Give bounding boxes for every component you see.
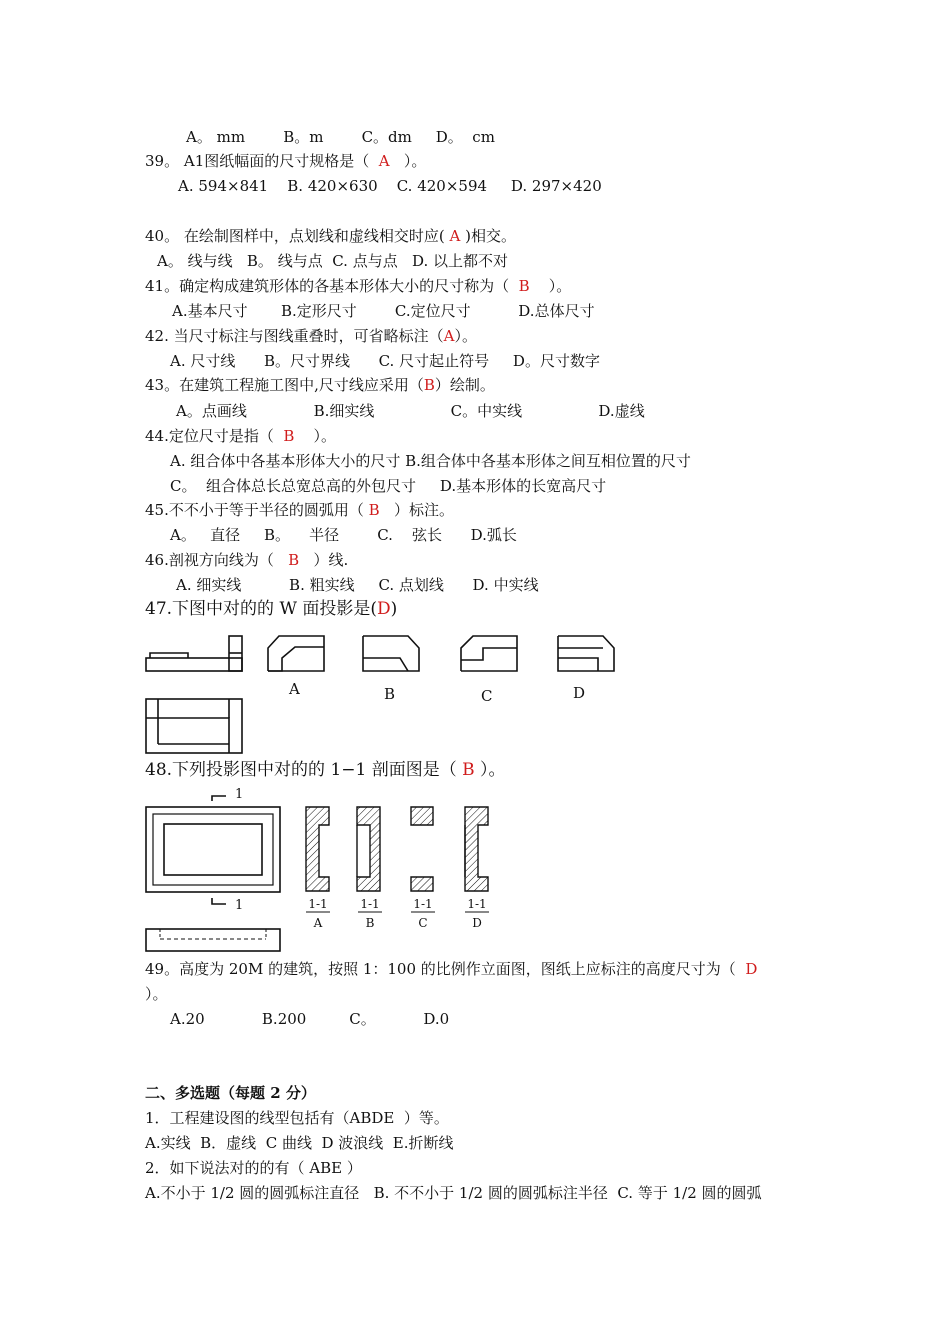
q48-elevation-view [146,929,280,951]
q48-label-c: C [418,916,428,930]
q48-text-end: ）。 [474,760,506,780]
q43-text-end: ）绘制。 [434,376,495,394]
multi-question-2-options: A.不小于 1/2 圆的圆弧标注直径 B. 不不小于 1/2 圆的圆弧标注半径 C. 等于 1/2 圆的圆弧 [145,1184,762,1202]
q39-answer: A [378,152,390,170]
q48-text: 48.下列投影图中对的的 1−1 剖面图是（ [145,760,463,780]
q46-text-end: ）线. [299,551,349,569]
q48-answer: B [462,760,475,780]
q44-text: 44.定位尺寸是指（ [145,427,284,445]
q39-text-end: ）。 [389,152,427,170]
q47-text: 47.下图中对的的 W 面投影是( [145,599,377,619]
multi-question-2: 2．如下说法对的的有（ ABE ） [145,1159,362,1177]
q40-answer: A [449,227,461,245]
q48-section-mark-top: 1 [235,787,244,802]
q49-text-end: ）。 [145,985,168,1003]
q48-option-c-section [411,807,433,891]
q41-text-end: ）。 [529,277,572,295]
q48-sublabel-a: 1-1 [308,897,328,911]
q43-answer: B [423,376,435,394]
q45-text: 45.不不小于等于半径的圆弧用（ [145,501,369,519]
q46-answer: B [288,551,300,569]
q48-label-b: B [365,916,375,930]
section-2-title: 二、多选题（每题 2 分） [145,1084,316,1102]
q39-options: A. 594×841 B. 420×630 C. 420×594 D. 297×420 [178,177,602,195]
q49-answer: D [745,960,758,978]
q43-text: 43。在建筑工程施工图中,尺寸线应采用（ [145,376,424,394]
q49-text: 49。高度为 20M 的建筑，按照 1：100 的比例作立面图，图纸上应标注的高度尺寸为（ [145,960,746,978]
q45-options: A。 直径 B。 半径 C. 弦长 D.弧长 [170,526,517,544]
q48-option-a-section [306,807,329,891]
q45-text-end: ）标注。 [379,501,454,519]
q47-label-b: B [384,685,396,703]
q44-text-end: ）。 [294,427,337,445]
q42-text-end: ）。 [454,327,477,345]
q41-options: A.基本尺寸 B.定形尺寸 C.定位尺寸 D.总体尺寸 [172,302,595,320]
q40-text-end: )相交。 [460,227,516,245]
q41-answer: B [518,277,530,295]
q48-sublabel-d: 1-1 [467,897,487,911]
q44-answer: B [283,427,295,445]
q48-option-d-section [465,807,488,891]
q42-text: 42. 当尺寸标注与图线重叠时，可省略标注（ [145,327,444,345]
q46-text: 46.剖视方向线为（ [145,551,289,569]
q48-plan-view [146,796,280,904]
question-49 [145,959,757,979]
q44-option-line-2: C。 组合体总长总宽总高的外包尺寸 D.基本形体的长宽高尺寸 [170,477,607,495]
q39-text: 39。 A1图纸幅面的尺寸规格是（ [145,152,379,170]
q48-sublabel-c: 1-1 [413,897,433,911]
q45-answer: B [368,501,380,519]
q40-options: A。 线与线 B。 线与点 C. 点与点 D. 以上都不对 [157,252,509,270]
multi-question-1-options: A.实线 B．虚线 C 曲线 D 波浪线 E.折断线 [145,1134,454,1152]
q47-label-c: C [481,687,493,705]
q48-sublabel-b: 1-1 [360,897,380,911]
q48-label-d: D [472,916,482,930]
q43-options: A。点画线 B.细实线 C。中实线 D.虚线 [176,402,645,420]
q48-section-mark-bottom: 1 [235,898,244,913]
q46-options: A. 细实线 B. 粗实线 C. 点划线 D. 中实线 [176,576,539,594]
q42-answer: A [443,327,455,345]
multi-question-1: 1．工程建设图的线型包括有（ABDE ）等。 [145,1109,449,1127]
q48-label-a: A [313,916,323,930]
q40-text: 40。 在绘制图样中，点划线和虚线相交时应( [145,227,450,245]
q41-text: 41。确定构成建筑形体的各基本形体大小的尺寸称为（ [145,277,519,295]
q47-label-a: A [289,680,300,698]
q47-answer: D [376,599,391,619]
q38-options: A。 mm B。m C。dm D。 cm [186,128,495,146]
q42-options: A. 尺寸线 B。尺寸界线 C. 尺寸起止符号 D。尺寸数字 [170,352,600,370]
q47-text-end: ) [390,599,398,619]
q44-option-line-1: A. 组合体中各基本形体大小的尺寸 B.组合体中各基本形体之间互相位置的尺寸 [170,452,691,470]
q49-options: A.20 B.200 C。 D.0 [170,1010,450,1028]
q47-label-d: D [573,684,586,702]
q48-option-b-section [357,807,380,891]
